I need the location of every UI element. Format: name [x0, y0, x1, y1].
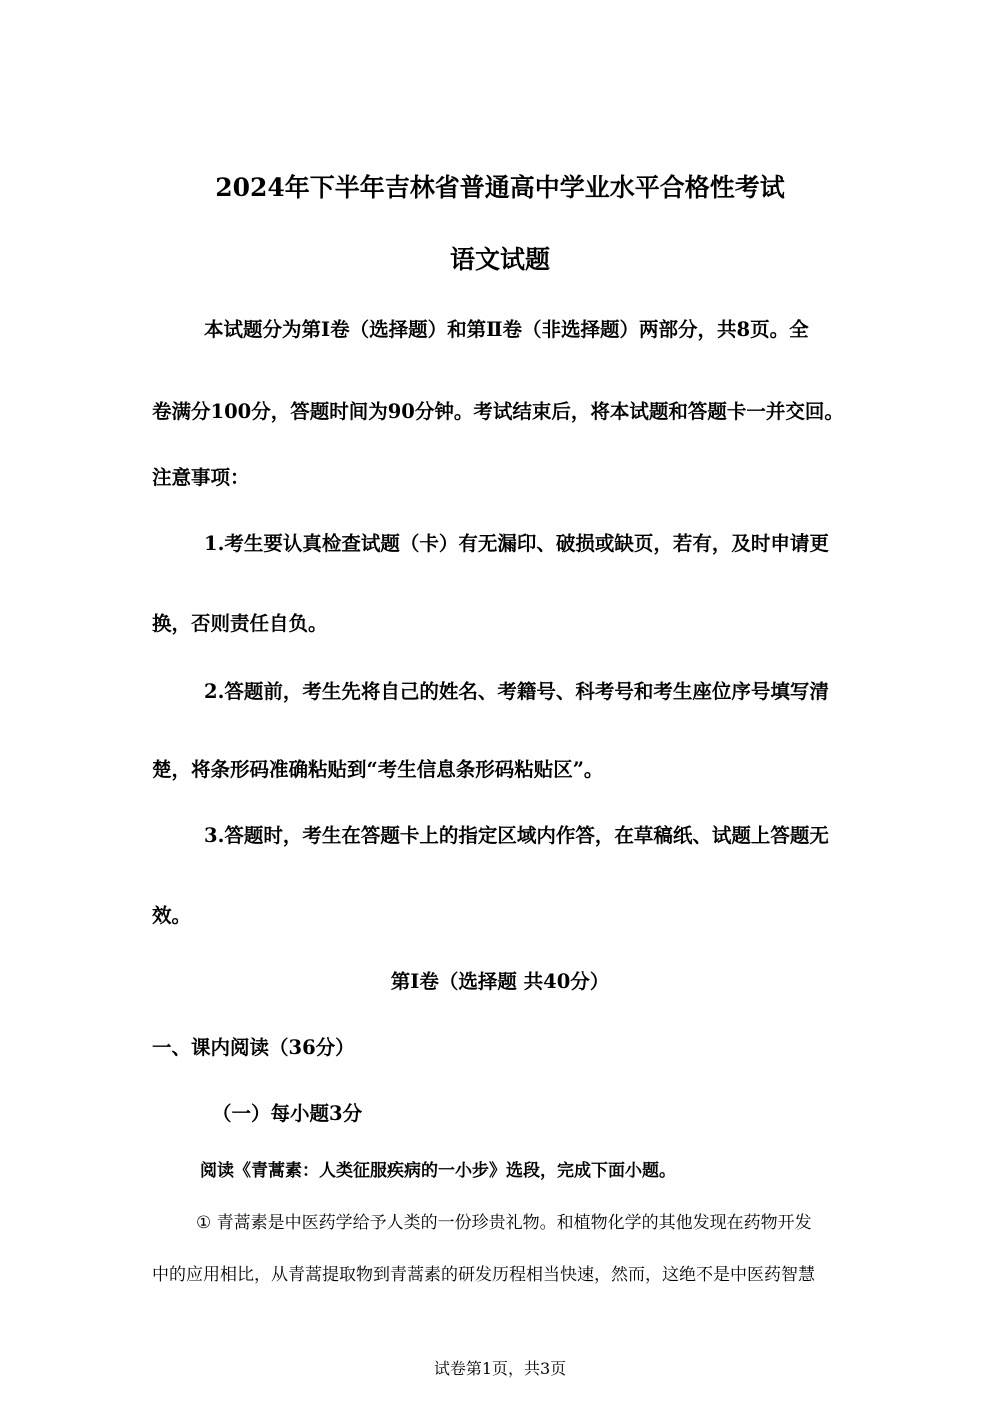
note-3-line-1: 3.答题时，考生在答题卡上的指定区域内作答，在草稿纸、试题上答题无	[204, 824, 829, 847]
volume-1-heading: 第Ⅰ卷（选择题 共40分）	[390, 970, 610, 993]
notes-heading: 注意事项：	[152, 466, 250, 489]
note-2-line-2: 楚，将条形码准确粘贴到“考生信息条形码粘贴区”。	[152, 758, 604, 781]
intro-line-2: 卷满分100分，答题时间为90分钟。考试结束后，将本试题和答题卡一并交回。	[152, 400, 844, 423]
note-1-line-1: 1.考生要认真检查试题（卡）有无漏印、破损或缺页，若有，及时申请更	[204, 532, 829, 555]
intro-line-1: 本试题分为第Ⅰ卷（选择题）和第Ⅱ卷（非选择题）两部分，共8页。全	[204, 318, 809, 341]
section-1-subheading: （一）每小题3分	[212, 1102, 363, 1125]
note-3-line-2: 效。	[152, 904, 192, 927]
section-1-heading: 一、课内阅读（36分）	[152, 1036, 355, 1059]
exam-title: 2024年下半年吉林省普通高中学业水平合格性考试	[215, 173, 785, 202]
page-footer: 试卷第1页，共3页	[433, 1359, 567, 1378]
passage-line-1: ① 青蒿素是中医药学给予人类的一份珍贵礼物。和植物化学的其他发现在药物开发	[196, 1213, 812, 1233]
passage-line-2: 中的应用相比，从青蒿提取物到青蒿素的研发历程相当快速，然而，这绝不是中医药智慧	[152, 1265, 815, 1285]
note-2-line-1: 2.答题前，考生先将自己的姓名、考籍号、科考号和考生座位序号填写清	[204, 680, 829, 703]
exam-subject: 语文试题	[449, 245, 550, 274]
reading-instruction: 阅读《青蒿素：人类征服疾病的一小步》选段，完成下面小题。	[200, 1161, 676, 1181]
note-1-line-2: 换，否则责任自负。	[152, 612, 328, 635]
